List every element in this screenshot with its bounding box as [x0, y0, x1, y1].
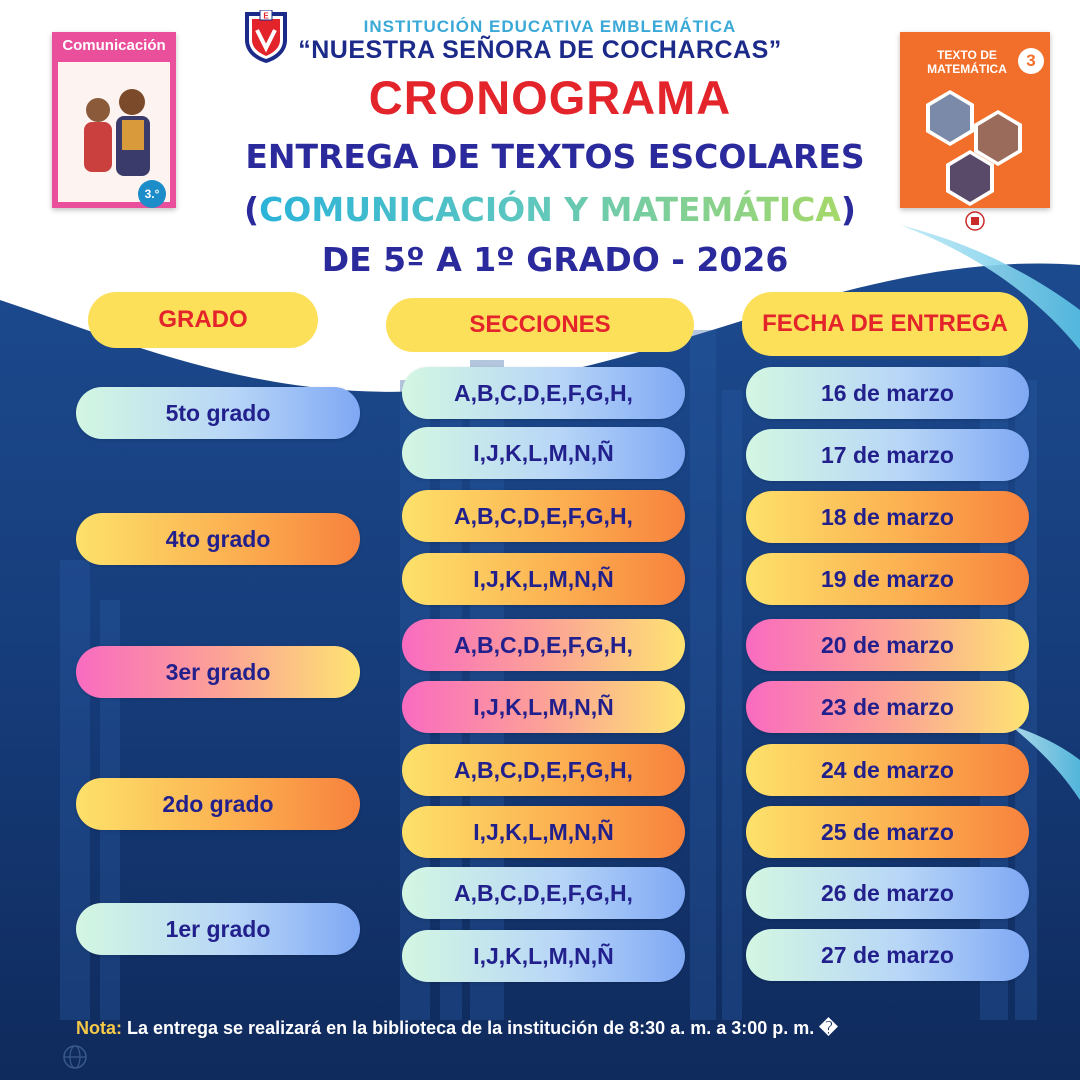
delivery-date-pill: 24 de marzo	[746, 744, 1029, 796]
grade-pill: 2do grado	[76, 778, 360, 830]
ministry-emblem-icon	[964, 210, 986, 232]
subtitle-subjects: COMUNICACIÓN Y MATEMÁTICA	[259, 190, 841, 229]
delivery-date-pill: 27 de marzo	[746, 929, 1029, 981]
math-book-cover	[900, 32, 1050, 208]
math-book-title: TEXTO DE MATEMÁTICA	[927, 48, 1007, 76]
subtitle-line3: DE 5º A 1º GRADO - 2026	[321, 240, 789, 279]
hexagon-photos-icon	[900, 32, 1050, 208]
sections-pill: I,J,K,L,M,N,Ñ	[402, 930, 685, 982]
delivery-date-pill: 26 de marzo	[746, 867, 1029, 919]
header-delivery-date: FECHA DE ENTREGA	[742, 292, 1028, 356]
sections-pill: A,B,C,D,E,F,G,H,	[402, 867, 685, 919]
subtitle-line2	[230, 190, 870, 229]
communication-book-title: Comunicación	[62, 37, 166, 54]
note-label: Nota:	[76, 1018, 122, 1038]
sections-pill: A,B,C,D,E,F,G,H,	[402, 367, 685, 419]
page-title: CRONOGRAMA	[368, 71, 732, 124]
delivery-note	[76, 1018, 1076, 1039]
grade-pill: 3er grado	[76, 646, 360, 698]
sections-pill: I,J,K,L,M,N,Ñ	[402, 427, 685, 479]
sections-pill: I,J,K,L,M,N,Ñ	[402, 681, 685, 733]
sections-pill: I,J,K,L,M,N,Ñ	[402, 806, 685, 858]
delivery-date-pill: 17 de marzo	[746, 429, 1029, 481]
crest-letters: E	[263, 11, 269, 21]
subtitle-paren-close: )	[840, 190, 857, 229]
institution-type: INSTITUCIÓN EDUCATIVA EMBLEMÁTICA	[363, 17, 737, 36]
header-sections: SECCIONES	[386, 298, 694, 352]
delivery-date-pill: 20 de marzo	[746, 619, 1029, 671]
grade-badge: 3.°	[138, 180, 166, 208]
delivery-date-pill: 23 de marzo	[746, 681, 1029, 733]
sections-pill: I,J,K,L,M,N,Ñ	[402, 553, 685, 605]
sections-pill: A,B,C,D,E,F,G,H,	[402, 744, 685, 796]
delivery-date-pill: 16 de marzo	[746, 367, 1029, 419]
header-grade: GRADO	[88, 292, 318, 348]
delivery-date-pill: 25 de marzo	[746, 806, 1029, 858]
subtitle-line1: ENTREGA DE TEXTOS ESCOLARES	[245, 137, 865, 176]
globe-icon	[62, 1044, 88, 1070]
grade-pill: 5to grado	[76, 387, 360, 439]
communication-book-cover	[52, 32, 176, 208]
sections-pill: A,B,C,D,E,F,G,H,	[402, 490, 685, 542]
grade-pill: 1er grado	[76, 903, 360, 955]
delivery-date-pill: 19 de marzo	[746, 553, 1029, 605]
math-book-number: 3	[1018, 48, 1044, 74]
institution-name: “NUESTRA SEÑORA DE COCHARCAS”	[298, 36, 782, 64]
grade-pill: 4to grado	[76, 513, 360, 565]
note-text: La entrega se realizará en la biblioteca de la institución de 8:30 a. m. a 3:00 p. m. �	[122, 1018, 838, 1038]
sections-pill: A,B,C,D,E,F,G,H,	[402, 619, 685, 671]
subtitle-paren-open: (	[243, 190, 260, 229]
delivery-date-pill: 18 de marzo	[746, 491, 1029, 543]
